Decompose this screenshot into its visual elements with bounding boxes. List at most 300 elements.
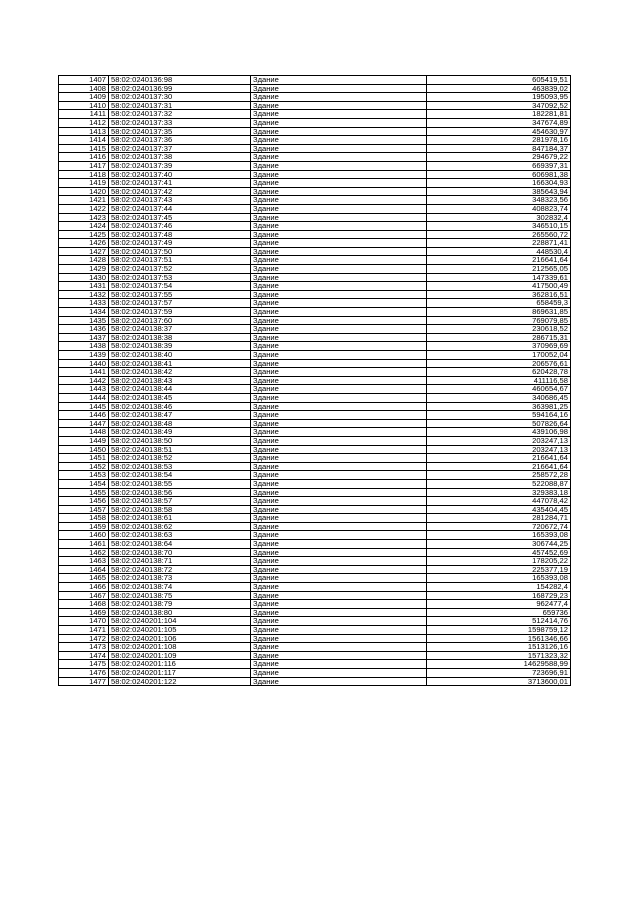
cadastral-value-cell: 460654,67 bbox=[427, 385, 571, 394]
cadastral-number-cell: 58:02:0240137:51 bbox=[109, 256, 251, 265]
row-number-cell: 1470 bbox=[59, 617, 109, 626]
row-number-cell: 1414 bbox=[59, 136, 109, 145]
cadastral-number-cell: 58:02:0240137:53 bbox=[109, 273, 251, 282]
cadastral-number-cell: 58:02:0240138:50 bbox=[109, 436, 251, 445]
table-row bbox=[59, 153, 571, 162]
cadastral-number-cell: 58:02:0240137:57 bbox=[109, 299, 251, 308]
table-row bbox=[59, 402, 571, 411]
cadastral-value-cell: 669397,31 bbox=[427, 161, 571, 170]
cadastral-number-cell: 58:02:0240138:74 bbox=[109, 583, 251, 592]
object-type-cell: Здание bbox=[251, 608, 427, 617]
cadastral-number-cell: 58:02:0240201:108 bbox=[109, 643, 251, 652]
cadastral-value-cell: 166304,93 bbox=[427, 179, 571, 188]
cadastral-value-cell: 228871,41 bbox=[427, 239, 571, 248]
table-row bbox=[59, 574, 571, 583]
cadastral-value-cell: 225377,19 bbox=[427, 565, 571, 574]
object-type-cell: Здание bbox=[251, 256, 427, 265]
cadastral-number-cell: 58:02:0240137:60 bbox=[109, 316, 251, 325]
cadastral-value-cell: 329383,18 bbox=[427, 488, 571, 497]
row-number-cell: 1429 bbox=[59, 265, 109, 274]
row-number-cell: 1415 bbox=[59, 144, 109, 153]
row-number-cell: 1434 bbox=[59, 308, 109, 317]
cadastral-value-cell: 154282,4 bbox=[427, 583, 571, 592]
cadastral-value-cell: 370969,69 bbox=[427, 342, 571, 351]
object-type-cell: Здание bbox=[251, 436, 427, 445]
table-row bbox=[59, 213, 571, 222]
cadastral-value-cell: 165393,08 bbox=[427, 531, 571, 540]
table-row bbox=[59, 522, 571, 531]
row-number-cell: 1472 bbox=[59, 634, 109, 643]
cadastral-value-cell: 203247,13 bbox=[427, 436, 571, 445]
table-row bbox=[59, 600, 571, 609]
cadastral-value-cell: 178205,22 bbox=[427, 557, 571, 566]
object-type-cell: Здание bbox=[251, 514, 427, 523]
cadastral-number-cell: 58:02:0240138:47 bbox=[109, 411, 251, 420]
row-number-cell: 1457 bbox=[59, 505, 109, 514]
row-number-cell: 1468 bbox=[59, 600, 109, 609]
row-number-cell: 1440 bbox=[59, 359, 109, 368]
row-number-cell: 1474 bbox=[59, 651, 109, 660]
table-row bbox=[59, 179, 571, 188]
table-row bbox=[59, 299, 571, 308]
cadastral-number-cell: 58:02:0240138:38 bbox=[109, 333, 251, 342]
object-type-cell: Здание bbox=[251, 282, 427, 291]
cadastral-value-cell: 362816,51 bbox=[427, 290, 571, 299]
object-type-cell: Здание bbox=[251, 471, 427, 480]
object-type-cell: Здание bbox=[251, 531, 427, 540]
row-number-cell: 1421 bbox=[59, 196, 109, 205]
object-type-cell: Здание bbox=[251, 574, 427, 583]
object-type-cell: Здание bbox=[251, 342, 427, 351]
cadastral-value-cell: 463839,02 bbox=[427, 84, 571, 93]
row-number-cell: 1477 bbox=[59, 677, 109, 686]
cadastral-number-cell: 58:02:0240138:48 bbox=[109, 419, 251, 428]
row-number-cell: 1467 bbox=[59, 591, 109, 600]
row-number-cell: 1437 bbox=[59, 333, 109, 342]
row-number-cell: 1449 bbox=[59, 436, 109, 445]
cadastral-value-cell: 447078,42 bbox=[427, 497, 571, 506]
row-number-cell: 1427 bbox=[59, 247, 109, 256]
object-type-cell: Здание bbox=[251, 479, 427, 488]
table-row bbox=[59, 196, 571, 205]
row-number-cell: 1416 bbox=[59, 153, 109, 162]
cadastral-value-cell: 212565,05 bbox=[427, 265, 571, 274]
row-number-cell: 1439 bbox=[59, 351, 109, 360]
object-type-cell: Здание bbox=[251, 557, 427, 566]
cadastral-value-cell: 769079,85 bbox=[427, 316, 571, 325]
object-type-cell: Здание bbox=[251, 359, 427, 368]
cadastral-number-cell: 58:02:0240137:33 bbox=[109, 118, 251, 127]
row-number-cell: 1442 bbox=[59, 376, 109, 385]
cadastral-number-cell: 58:02:0240137:50 bbox=[109, 247, 251, 256]
cadastral-number-cell: 58:02:0240138:75 bbox=[109, 591, 251, 600]
cadastral-value-cell: 448530,4 bbox=[427, 247, 571, 256]
object-type-cell: Здание bbox=[251, 144, 427, 153]
table-row bbox=[59, 342, 571, 351]
table-row bbox=[59, 161, 571, 170]
cadastral-value-cell: 216641,64 bbox=[427, 256, 571, 265]
table-row bbox=[59, 376, 571, 385]
cadastral-number-cell: 58:02:0240138:43 bbox=[109, 376, 251, 385]
row-number-cell: 1443 bbox=[59, 385, 109, 394]
table-row bbox=[59, 101, 571, 110]
table-row bbox=[59, 462, 571, 471]
cadastral-value-cell: 454630,97 bbox=[427, 127, 571, 136]
row-number-cell: 1476 bbox=[59, 668, 109, 677]
table-row bbox=[59, 651, 571, 660]
cadastral-value-cell: 522088,87 bbox=[427, 479, 571, 488]
object-type-cell: Здание bbox=[251, 668, 427, 677]
cadastral-value-cell: 620428,78 bbox=[427, 368, 571, 377]
table-row bbox=[59, 265, 571, 274]
object-type-cell: Здание bbox=[251, 677, 427, 686]
row-number-cell: 1456 bbox=[59, 497, 109, 506]
object-type-cell: Здание bbox=[251, 600, 427, 609]
table-row bbox=[59, 316, 571, 325]
table-row bbox=[59, 557, 571, 566]
cadastral-value-cell: 216641,64 bbox=[427, 462, 571, 471]
cadastral-number-cell: 58:02:0240137:38 bbox=[109, 153, 251, 162]
row-number-cell: 1454 bbox=[59, 479, 109, 488]
object-type-cell: Здание bbox=[251, 325, 427, 334]
row-number-cell: 1475 bbox=[59, 660, 109, 669]
cadastral-number-cell: 58:02:0240138:53 bbox=[109, 462, 251, 471]
cadastral-value-cell: 1571323,32 bbox=[427, 651, 571, 660]
table-row bbox=[59, 479, 571, 488]
table-row bbox=[59, 411, 571, 420]
cadastral-number-cell: 58:02:0240138:72 bbox=[109, 565, 251, 574]
table-row bbox=[59, 548, 571, 557]
row-number-cell: 1413 bbox=[59, 127, 109, 136]
cadastral-number-cell: 58:02:0240138:51 bbox=[109, 445, 251, 454]
table-row bbox=[59, 634, 571, 643]
object-type-cell: Здание bbox=[251, 136, 427, 145]
object-type-cell: Здание bbox=[251, 522, 427, 531]
row-number-cell: 1408 bbox=[59, 84, 109, 93]
row-number-cell: 1422 bbox=[59, 204, 109, 213]
cadastral-value-cell: 417500,49 bbox=[427, 282, 571, 291]
object-type-cell: Здание bbox=[251, 651, 427, 660]
row-number-cell: 1459 bbox=[59, 522, 109, 531]
cadastral-value-cell: 286715,31 bbox=[427, 333, 571, 342]
cadastral-value-cell: 340686,45 bbox=[427, 393, 571, 402]
object-type-cell: Здание bbox=[251, 454, 427, 463]
object-type-cell: Здание bbox=[251, 411, 427, 420]
table-row bbox=[59, 471, 571, 480]
cadastral-value-cell: 605419,51 bbox=[427, 76, 571, 85]
table-row bbox=[59, 445, 571, 454]
row-number-cell: 1453 bbox=[59, 471, 109, 480]
cadastral-value-cell: 1598759,12 bbox=[427, 626, 571, 635]
row-number-cell: 1452 bbox=[59, 462, 109, 471]
table-row bbox=[59, 247, 571, 256]
object-type-cell: Здание bbox=[251, 299, 427, 308]
row-number-cell: 1428 bbox=[59, 256, 109, 265]
cadastral-value-cell: 594164,16 bbox=[427, 411, 571, 420]
cadastral-value-cell: 302832,4 bbox=[427, 213, 571, 222]
table-row bbox=[59, 505, 571, 514]
object-type-cell: Здание bbox=[251, 351, 427, 360]
table-row bbox=[59, 591, 571, 600]
row-number-cell: 1464 bbox=[59, 565, 109, 574]
cadastral-value-cell: 347674,89 bbox=[427, 118, 571, 127]
table-row bbox=[59, 325, 571, 334]
cadastral-value-cell: 435404,45 bbox=[427, 505, 571, 514]
row-number-cell: 1447 bbox=[59, 419, 109, 428]
cadastral-number-cell: 58:02:0240137:55 bbox=[109, 290, 251, 299]
cadastral-value-cell: 408823,74 bbox=[427, 204, 571, 213]
cadastral-value-cell: 347092,52 bbox=[427, 101, 571, 110]
table-row bbox=[59, 565, 571, 574]
table-row bbox=[59, 368, 571, 377]
cadastral-number-cell: 58:02:0240138:80 bbox=[109, 608, 251, 617]
row-number-cell: 1420 bbox=[59, 187, 109, 196]
object-type-cell: Здание bbox=[251, 196, 427, 205]
row-number-cell: 1432 bbox=[59, 290, 109, 299]
row-number-cell: 1419 bbox=[59, 179, 109, 188]
table-row bbox=[59, 84, 571, 93]
cadastral-value-cell: 847184,37 bbox=[427, 144, 571, 153]
row-number-cell: 1458 bbox=[59, 514, 109, 523]
cadastral-value-cell: 962477,4 bbox=[427, 600, 571, 609]
table-row bbox=[59, 488, 571, 497]
cadastral-number-cell: 58:02:0240138:42 bbox=[109, 368, 251, 377]
cadastral-number-cell: 58:02:0240138:54 bbox=[109, 471, 251, 480]
cadastral-number-cell: 58:02:0240137:39 bbox=[109, 161, 251, 170]
table-row bbox=[59, 359, 571, 368]
cadastral-number-cell: 58:02:0240137:52 bbox=[109, 265, 251, 274]
object-type-cell: Здание bbox=[251, 402, 427, 411]
table-row bbox=[59, 93, 571, 102]
table-row bbox=[59, 290, 571, 299]
cadastral-value-cell: 294679,22 bbox=[427, 153, 571, 162]
object-type-cell: Здание bbox=[251, 101, 427, 110]
table-row bbox=[59, 256, 571, 265]
cadastral-value-cell: 720672,74 bbox=[427, 522, 571, 531]
cadastral-number-cell: 58:02:0240138:56 bbox=[109, 488, 251, 497]
table-row bbox=[59, 643, 571, 652]
object-type-cell: Здание bbox=[251, 179, 427, 188]
table-row bbox=[59, 351, 571, 360]
row-number-cell: 1455 bbox=[59, 488, 109, 497]
cadastral-value-cell: 439106,98 bbox=[427, 428, 571, 437]
cadastral-number-cell: 58:02:0240137:42 bbox=[109, 187, 251, 196]
registry-table-body bbox=[59, 76, 571, 686]
row-number-cell: 1409 bbox=[59, 93, 109, 102]
cadastral-number-cell: 58:02:0240201:109 bbox=[109, 651, 251, 660]
cadastral-value-cell: 281978,16 bbox=[427, 136, 571, 145]
table-row bbox=[59, 531, 571, 540]
table-row bbox=[59, 385, 571, 394]
cadastral-value-cell: 168729,23 bbox=[427, 591, 571, 600]
object-type-cell: Здание bbox=[251, 265, 427, 274]
cadastral-value-cell: 869631,85 bbox=[427, 308, 571, 317]
object-type-cell: Здание bbox=[251, 204, 427, 213]
object-type-cell: Здание bbox=[251, 376, 427, 385]
object-type-cell: Здание bbox=[251, 316, 427, 325]
cadastral-value-cell: 348323,56 bbox=[427, 196, 571, 205]
row-number-cell: 1460 bbox=[59, 531, 109, 540]
row-number-cell: 1411 bbox=[59, 110, 109, 119]
table-row bbox=[59, 204, 571, 213]
table-row bbox=[59, 110, 571, 119]
cadastral-number-cell: 58:02:0240138:73 bbox=[109, 574, 251, 583]
row-number-cell: 1446 bbox=[59, 411, 109, 420]
cadastral-number-cell: 58:02:0240137:48 bbox=[109, 230, 251, 239]
table-row bbox=[59, 282, 571, 291]
row-number-cell: 1471 bbox=[59, 626, 109, 635]
row-number-cell: 1410 bbox=[59, 101, 109, 110]
object-type-cell: Здание bbox=[251, 565, 427, 574]
row-number-cell: 1462 bbox=[59, 548, 109, 557]
cadastral-number-cell: 58:02:0240201:104 bbox=[109, 617, 251, 626]
object-type-cell: Здание bbox=[251, 505, 427, 514]
cadastral-number-cell: 58:02:0240138:41 bbox=[109, 359, 251, 368]
cadastral-value-cell: 306744,25 bbox=[427, 540, 571, 549]
cadastral-number-cell: 58:02:0240138:39 bbox=[109, 342, 251, 351]
object-type-cell: Здание bbox=[251, 247, 427, 256]
object-type-cell: Здание bbox=[251, 127, 427, 136]
cadastral-number-cell: 58:02:0240138:52 bbox=[109, 454, 251, 463]
table-row bbox=[59, 436, 571, 445]
table-row bbox=[59, 428, 571, 437]
cadastral-value-cell: 281284,71 bbox=[427, 514, 571, 523]
object-type-cell: Здание bbox=[251, 170, 427, 179]
table-row bbox=[59, 136, 571, 145]
row-number-cell: 1463 bbox=[59, 557, 109, 566]
cadastral-value-cell: 1561346,66 bbox=[427, 634, 571, 643]
table-row bbox=[59, 497, 571, 506]
row-number-cell: 1435 bbox=[59, 316, 109, 325]
row-number-cell: 1445 bbox=[59, 402, 109, 411]
table-row bbox=[59, 118, 571, 127]
table-row bbox=[59, 222, 571, 231]
cadastral-number-cell: 58:02:0240201:106 bbox=[109, 634, 251, 643]
row-number-cell: 1466 bbox=[59, 583, 109, 592]
table-row bbox=[59, 583, 571, 592]
table-row bbox=[59, 170, 571, 179]
cadastral-value-cell: 385643,94 bbox=[427, 187, 571, 196]
row-number-cell: 1430 bbox=[59, 273, 109, 282]
cadastral-value-cell: 165393,08 bbox=[427, 574, 571, 583]
table-row bbox=[59, 76, 571, 85]
row-number-cell: 1407 bbox=[59, 76, 109, 85]
cadastral-number-cell: 58:02:0240201:116 bbox=[109, 660, 251, 669]
object-type-cell: Здание bbox=[251, 213, 427, 222]
object-type-cell: Здание bbox=[251, 419, 427, 428]
cadastral-value-cell: 411116,58 bbox=[427, 376, 571, 385]
table-row bbox=[59, 668, 571, 677]
cadastral-number-cell: 58:02:0240138:40 bbox=[109, 351, 251, 360]
table-row bbox=[59, 239, 571, 248]
table-row bbox=[59, 273, 571, 282]
object-type-cell: Здание bbox=[251, 428, 427, 437]
cadastral-number-cell: 58:02:0240136:98 bbox=[109, 76, 251, 85]
object-type-cell: Здание bbox=[251, 222, 427, 231]
cadastral-value-cell: 606981,38 bbox=[427, 170, 571, 179]
cadastral-value-cell: 457452,69 bbox=[427, 548, 571, 557]
object-type-cell: Здание bbox=[251, 118, 427, 127]
object-type-cell: Здание bbox=[251, 290, 427, 299]
cadastral-number-cell: 58:02:0240137:54 bbox=[109, 282, 251, 291]
cadastral-value-cell: 203247,13 bbox=[427, 445, 571, 454]
cadastral-number-cell: 58:02:0240137:30 bbox=[109, 93, 251, 102]
object-type-cell: Здание bbox=[251, 634, 427, 643]
cadastral-number-cell: 58:02:0240138:64 bbox=[109, 540, 251, 549]
cadastral-number-cell: 58:02:0240138:55 bbox=[109, 479, 251, 488]
row-number-cell: 1423 bbox=[59, 213, 109, 222]
cadastral-number-cell: 58:02:0240137:41 bbox=[109, 179, 251, 188]
row-number-cell: 1417 bbox=[59, 161, 109, 170]
object-type-cell: Здание bbox=[251, 591, 427, 600]
cadastral-value-cell: 723696,91 bbox=[427, 668, 571, 677]
row-number-cell: 1412 bbox=[59, 118, 109, 127]
table-row bbox=[59, 540, 571, 549]
table-row bbox=[59, 393, 571, 402]
object-type-cell: Здание bbox=[251, 161, 427, 170]
cadastral-value-cell: 507826,64 bbox=[427, 419, 571, 428]
object-type-cell: Здание bbox=[251, 93, 427, 102]
cadastral-value-cell: 346510,15 bbox=[427, 222, 571, 231]
row-number-cell: 1444 bbox=[59, 393, 109, 402]
object-type-cell: Здание bbox=[251, 368, 427, 377]
object-type-cell: Здание bbox=[251, 110, 427, 119]
table-row bbox=[59, 608, 571, 617]
row-number-cell: 1426 bbox=[59, 239, 109, 248]
object-type-cell: Здание bbox=[251, 548, 427, 557]
table-row bbox=[59, 677, 571, 686]
cadastral-value-cell: 216641,64 bbox=[427, 454, 571, 463]
cadastral-value-cell: 658459,3 bbox=[427, 299, 571, 308]
row-number-cell: 1465 bbox=[59, 574, 109, 583]
table-row bbox=[59, 454, 571, 463]
cadastral-number-cell: 58:02:0240137:40 bbox=[109, 170, 251, 179]
object-type-cell: Здание bbox=[251, 497, 427, 506]
cadastral-number-cell: 58:02:0240137:35 bbox=[109, 127, 251, 136]
table-row bbox=[59, 419, 571, 428]
table-row bbox=[59, 127, 571, 136]
object-type-cell: Здание bbox=[251, 385, 427, 394]
table-row bbox=[59, 514, 571, 523]
cadastral-number-cell: 58:02:0240138:71 bbox=[109, 557, 251, 566]
row-number-cell: 1425 bbox=[59, 230, 109, 239]
cadastral-value-cell: 14629588,99 bbox=[427, 660, 571, 669]
row-number-cell: 1448 bbox=[59, 428, 109, 437]
cadastral-number-cell: 58:02:0240137:43 bbox=[109, 196, 251, 205]
object-type-cell: Здание bbox=[251, 445, 427, 454]
object-type-cell: Здание bbox=[251, 393, 427, 402]
cadastral-number-cell: 58:02:0240137:37 bbox=[109, 144, 251, 153]
cadastral-number-cell: 58:02:0240201:122 bbox=[109, 677, 251, 686]
cadastral-number-cell: 58:02:0240201:105 bbox=[109, 626, 251, 635]
cadastral-value-cell: 182281,81 bbox=[427, 110, 571, 119]
row-number-cell: 1424 bbox=[59, 222, 109, 231]
object-type-cell: Здание bbox=[251, 187, 427, 196]
cadastral-number-cell: 58:02:0240138:49 bbox=[109, 428, 251, 437]
table-row bbox=[59, 187, 571, 196]
object-type-cell: Здание bbox=[251, 239, 427, 248]
cadastral-number-cell: 58:02:0240138:79 bbox=[109, 600, 251, 609]
cadastral-number-cell: 58:02:0240138:70 bbox=[109, 548, 251, 557]
cadastral-number-cell: 58:02:0240137:32 bbox=[109, 110, 251, 119]
object-type-cell: Здание bbox=[251, 153, 427, 162]
cadastral-number-cell: 58:02:0240138:44 bbox=[109, 385, 251, 394]
table-row bbox=[59, 230, 571, 239]
cadastral-number-cell: 58:02:0240137:31 bbox=[109, 101, 251, 110]
object-type-cell: Здание bbox=[251, 660, 427, 669]
object-type-cell: Здание bbox=[251, 76, 427, 85]
row-number-cell: 1451 bbox=[59, 454, 109, 463]
